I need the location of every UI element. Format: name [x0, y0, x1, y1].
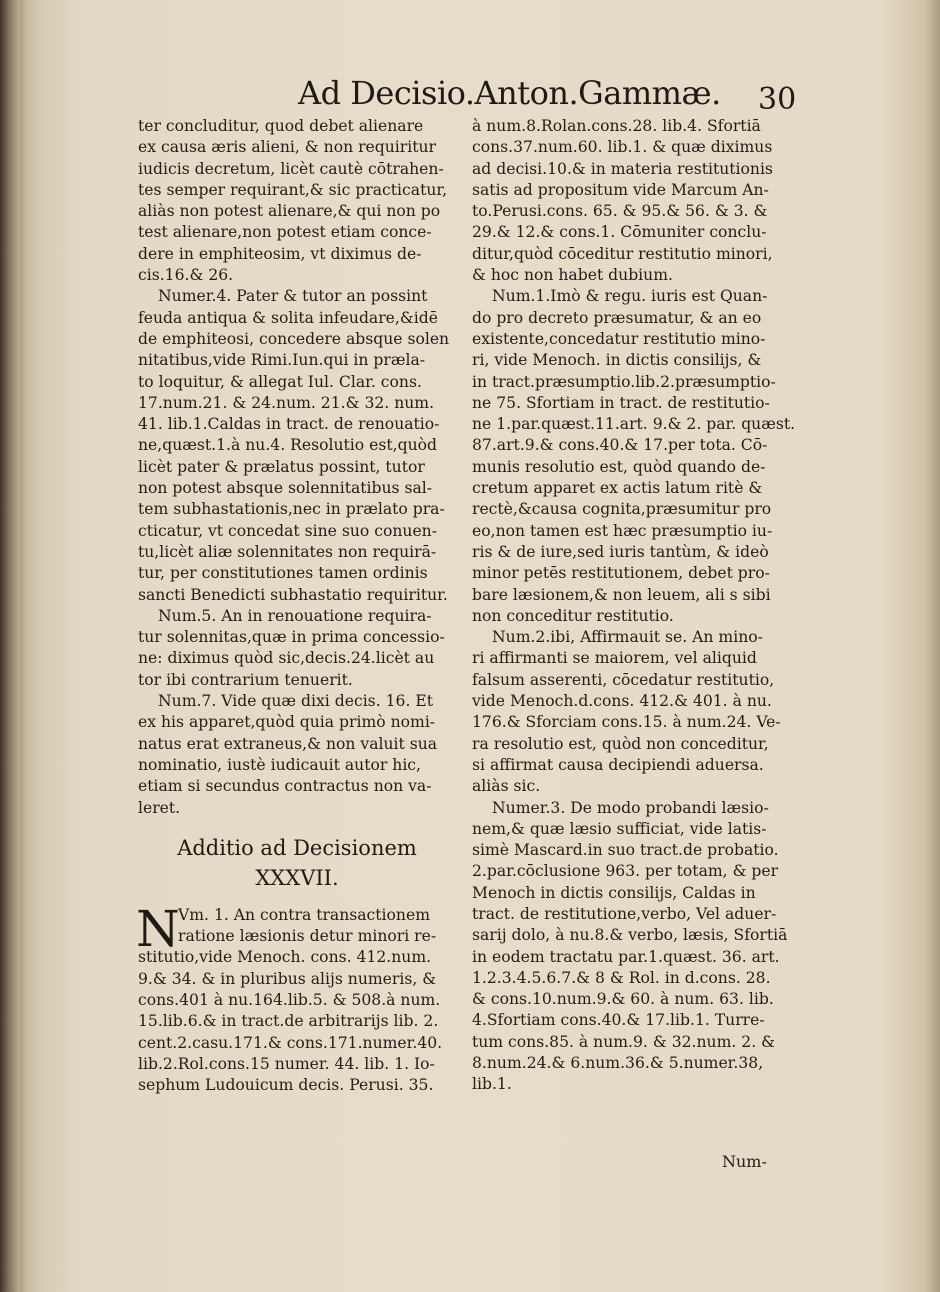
text-line: cretum apparet ex actis latum ritè &	[472, 479, 763, 498]
text-line: lib.1.	[472, 1075, 512, 1094]
text-line: ne: diximus quòd sic,decis.24.licèt au	[138, 649, 435, 668]
left-paragraph-4	[138, 691, 456, 819]
text-line: de emphiteosi, concedere absque solen	[138, 329, 450, 348]
text-line: Menoch in dictis consilijs, Caldas in	[472, 883, 756, 902]
text-line: à num.8.Rolan.cons.28. lib.4. Sfortiā	[472, 117, 761, 135]
text-line: sarij dolo, à nu.8.& verbo, læsis, Sfortiā	[472, 926, 788, 945]
text-line: stitutio,vide Menoch. cons. 412.num.	[138, 948, 432, 967]
text-line: ne 1.par.quæst.11.art. 9.& 2. par. quæst.	[472, 415, 796, 434]
text-line: Numer.3. De modo probandi læsio-	[492, 798, 769, 817]
text-line: 17.num.21. & 24.num. 21.& 32. num.	[138, 393, 435, 412]
text-line: tes semper requirant,& sic practicatur,	[138, 180, 448, 199]
text-line: non conceditur restitutio.	[472, 606, 674, 625]
text-line: cons.37.num.60. lib.1. & quæ diximus	[472, 138, 773, 157]
text-line: tract. de restitutione,verbo, Vel aduer-	[472, 904, 777, 923]
text-line: cons.401 à nu.164.lib.5. & 508.à num.	[138, 990, 441, 1009]
text-line: rectè,&causa cognita,præsumitur pro	[472, 500, 772, 519]
text-line: ne 75. Sfortiam in tract. de restitutio-	[472, 393, 770, 412]
text-line: eo,non tamen est hæc præsumptio iu-	[472, 521, 773, 540]
text-line: ter concluditur, quod debet alienare	[138, 117, 424, 135]
text-line: Num.5. An in renouatione requira-	[158, 606, 432, 625]
text-line: & cons.10.num.9.& 60. à num. 63. lib.	[472, 990, 774, 1009]
text-line: ratione læsionis detur minori re-	[178, 927, 437, 946]
text-line: nitatibus,vide Rimi.Iun.qui in præla-	[138, 351, 426, 370]
left-paragraph-5-rest	[138, 947, 456, 1096]
text-line: vide Menoch.d.cons. 412.& 401. à nu.	[472, 692, 772, 711]
text-line: tur, per constitutiones tamen ordinis	[138, 564, 428, 583]
left-paragraph-5-hanging	[138, 905, 456, 948]
text-line: Numer.4. Pater & tutor an possint	[158, 287, 428, 306]
text-line: 29.& 12.& cons.1. Cōmuniter conclu-	[472, 223, 767, 242]
page-header	[0, 70, 940, 120]
text-line: & hoc non habet dubium.	[472, 266, 673, 285]
text-line: Num.7. Vide quæ dixi decis. 16. Et	[158, 692, 434, 711]
text-line: Vm. 1. An contra transactionem	[178, 905, 430, 924]
text-line: 2.par.cōclusione 963. per totam, & per	[472, 862, 779, 881]
text-line: 4.Sfortiam cons.40.& 17.lib.1. Turre-	[472, 1011, 765, 1030]
heading-line-1: Additio ad Decisionem	[177, 835, 417, 860]
text-line: ris & de iure,sed iuris tantùm, & ideò	[472, 542, 769, 561]
text-line: cis.16.& 26.	[138, 266, 234, 285]
text-line: Num.2.ibi, Affirmauit se. An mino-	[492, 628, 763, 647]
text-line: do pro decreto præsumatur, & an eo	[472, 308, 762, 327]
text-line: test alienare,non potest etiam conce-	[138, 223, 432, 242]
text-line: 1.2.3.4.5.6.7.& 8 & Rol. in d.cons. 28.	[472, 968, 771, 987]
text-line: bare læsionem,& non leuem, ali s sibi	[472, 585, 771, 604]
text-line: to.Perusi.cons. 65. & 95.& 56. & 3. &	[472, 202, 768, 221]
text-line: 41. lib.1.Caldas in tract. de renouatio-	[138, 415, 440, 434]
text-line: tu,licèt aliæ solennitates non requirā-	[138, 542, 437, 561]
text-line: cticatur, vt concedat sine suo conuen-	[138, 521, 437, 540]
right-paragraph-4	[472, 798, 790, 1096]
text-line: tur solennitas,quæ in prima concessio-	[138, 628, 445, 647]
text-line: ex causa æris alieni, & non requiritur	[138, 138, 436, 157]
text-line: nominatio, iustè iudicauit autor hic,	[138, 755, 421, 774]
text-line: tum cons.85. à num.9. & 32.num. 2. &	[472, 1032, 775, 1051]
text-line: ditur,quòd cōceditur restitutio minori,	[472, 244, 773, 263]
text-line: natus erat extraneus,& non valuit sua	[138, 734, 438, 753]
text-line: non potest absque solennitatibus sal-	[138, 479, 433, 498]
right-paragraph-2	[472, 286, 796, 627]
text-line: etiam si secundus contractus non va-	[138, 777, 432, 796]
text-line: cent.2.casu.171.& cons.171.numer.40.	[138, 1033, 443, 1052]
text-line: aliàs sic.	[472, 777, 541, 796]
text-line: munis resolutio est, quòd quando de-	[472, 457, 766, 476]
text-line: nem,& quæ læsio sufficiat, vide latis-	[472, 819, 767, 838]
text-line: licèt pater & prælatus possint, tutor	[138, 457, 425, 476]
text-line: 15.lib.6.& in tract.de arbitrarijs lib. 2.	[138, 1012, 439, 1031]
text-line: lib.2.Rol.cons.15 numer. 44. lib. 1. Io-	[138, 1054, 435, 1073]
text-line: falsum asserenti, cōcedatur restitutio,	[472, 670, 775, 689]
text-line: ad decisi.10.& in materia restitutionis	[472, 159, 773, 178]
text-line: to loquitur, & allegat Iul. Clar. cons.	[138, 372, 422, 391]
folio-number: 30	[758, 82, 797, 117]
text-line: dere in emphiteosim, vt diximus de-	[138, 244, 422, 263]
text-line: 176.& Sforciam cons.15. à num.24. Ve-	[472, 713, 781, 732]
running-title: Ad Decisio.Anton.Gammæ.	[298, 74, 721, 112]
text-line: ri, vide Menoch. in dictis consilijs, &	[472, 351, 762, 370]
left-paragraph-2	[138, 286, 456, 605]
right-paragraph-1	[472, 116, 790, 286]
catchword: Num-	[722, 1152, 767, 1171]
text-line: existente,concedatur restitutio mino-	[472, 329, 766, 348]
text-line: minor petēs restitutionem, debet pro-	[472, 564, 770, 583]
text-line: tor ibi contrarium tenuerit.	[138, 670, 353, 689]
text-line: in tract.præsumptio.lib.2.præsumptio-	[472, 372, 776, 391]
left-column	[138, 116, 456, 1096]
heading-line-2: XXXVII.	[255, 865, 339, 890]
gutter-shading	[20, 0, 80, 1292]
section-heading	[138, 833, 456, 893]
text-line: 8.num.24.& 6.num.36.& 5.numer.38,	[472, 1054, 764, 1073]
text-line: leret.	[138, 798, 181, 817]
right-column	[472, 116, 796, 1096]
text-line: ra resolutio est, quòd non conceditur,	[472, 734, 769, 753]
text-line: 9.& 34. & in pluribus alijs numeris, &	[138, 969, 437, 988]
text-line: iudicis decretum, licèt cautè cōtrahen-	[138, 159, 444, 178]
text-line: 87.art.9.& cons.40.& 17.per tota. Cō-	[472, 436, 768, 455]
left-paragraph-3	[138, 606, 456, 691]
text-line: in eodem tractatu par.1.quæst. 36. art.	[472, 947, 780, 966]
text-line: ne,quæst.1.à nu.4. Resolutio est,quòd	[138, 436, 437, 455]
text-line: si affirmat causa decipiendi aduersa.	[472, 755, 764, 774]
text-line: aliàs non potest alienare,& qui non po	[138, 202, 441, 221]
text-line: simè Mascard.in suo tract.de probatio.	[472, 841, 779, 860]
text-line: sephum Ludouicum decis. Perusi. 35.	[138, 1076, 434, 1095]
text-line: satis ad propositum vide Marcum An-	[472, 180, 769, 199]
text-line: tem subhastationis,nec in prælato pra-	[138, 500, 445, 519]
text-line: ri affirmanti se maiorem, vel aliquid	[472, 649, 757, 668]
text-line: Num.1.Imò & regu. iuris est Quan-	[492, 287, 768, 306]
text-line: feuda antiqua & solita infeudare,&idē	[138, 308, 438, 327]
right-paragraph-3	[472, 627, 790, 797]
text-line: ex his apparet,quòd quia primò nomi-	[138, 713, 436, 732]
left-paragraph-1	[138, 116, 456, 286]
drop-cap-initial: N	[136, 899, 180, 958]
text-line: sancti Benedicti subhastatio requiritur.	[138, 585, 448, 604]
